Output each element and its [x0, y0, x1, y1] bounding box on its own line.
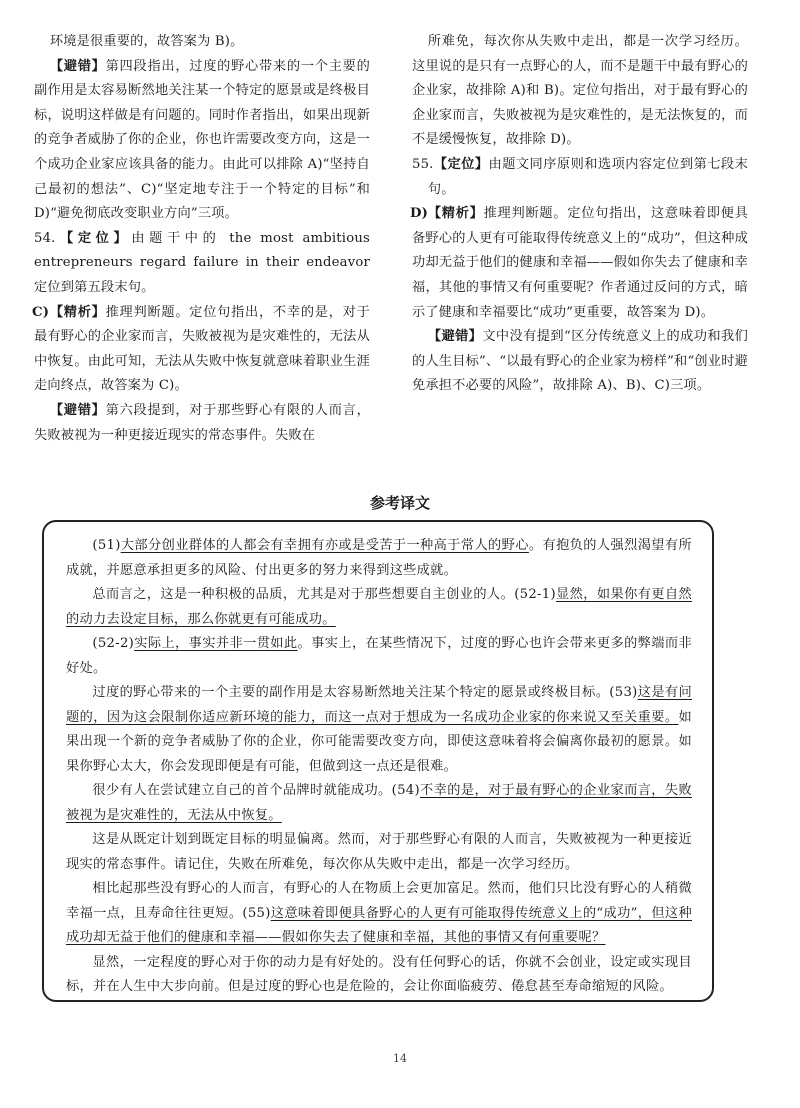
marker-51: (51) [92, 538, 121, 553]
left-column [34, 30, 370, 448]
q55-analysis [412, 202, 748, 325]
translation-para-8: 显然，一定程度的野心对于你的动力是有好处的。没有任何野心的话，你就不会创业，设定或实现目标，并在人生中大步向前。但是过度的野心也是危险的，会让你面临疲劳、倦怠甚至寿命缩短的风险。 [66, 954, 692, 994]
avoid-error-q53 [34, 55, 370, 227]
underlined-sentence-53: 这是有问题的，因为这会限制你适应新环境的能力，而这一点对于想成为一名成功企业家的你来说又至关重要。 [66, 685, 693, 725]
translation-text: 。事实上，在某些情况下，过度的野心也许会带来更多的弊端而非好处。 [66, 636, 692, 676]
translation-text: 。有抱负的人强烈渴望有所成就，并愿意承担更多的风险、付出更多的努力来得到这些成就。 [66, 538, 692, 578]
q55-answer-label: D) [410, 206, 429, 222]
q54-avoid-text: 第六段提到，对于那些野心有限的人而言，失败被视为一种更接近现实的常态事件。失败在 [34, 402, 370, 443]
q55-locate-text: 由题文同序原则和选项内容定位到第七段末句。 [427, 156, 748, 197]
underlined-sentence-51: 大部分创业群体的人都会有幸拥有亦或是受苦于一种高于常人的野心 [120, 538, 529, 553]
q55-avoid-error [412, 325, 748, 399]
underlined-sentence-52-2: 实际上，事实并非一贯如此 [134, 636, 298, 651]
underlined-sentence-52-1: 显然，如果你有更自然的动力去设定目标，那么你就更有可能成功。 [66, 587, 693, 627]
q54-analysis-text: 推理判断题。定位句指出，不幸的是，对于最有野心的企业家而言，失败被视为是灾难性的，无法从中恢复。由此可知，无法从失败中恢复就意味着职业生涯走向终点，故答案为 C)。 [34, 304, 370, 394]
avoid-error-text: 第四段指出，过度的野心带来的一个主要的副作用是太容易断然地关注某一个特定的愿景或是终极目标，说明这样做是有问题的。同时作者指出，如果出现新的竞争者威胁了你的企业，你也许需要改变方向，这是一个成功企业家应该具备的能力。由此可以排除 A)“坚持自己最初的想法”、C)“坚定地专注于一个特定的目标”和 D)“避免彻底改变职业方向”三项。 [34, 58, 370, 222]
q55-locate [412, 153, 748, 202]
underlined-sentence-55: 这意味着即便具备野心的人更有可能取得传统意义上的“成功”，但这种成功却无益于他们的健康和幸福——假如你失去了健康和幸福，其他的事情又有何重要呢？ [66, 905, 692, 945]
translation-text: 过度的野心带来的一个主要的副作用是太容易断然地关注某个特定的愿景或终极目标。(53) [92, 685, 638, 700]
q54-analysis [34, 301, 370, 399]
q54-locate [34, 227, 370, 301]
analysis-tag: 【精析】 [427, 206, 484, 222]
translation-text: 相比起那些没有野心的人而言，有野心的人在物质上会更加富足。然而，他们只比没有野心的人稍微幸福一点，且寿命往往更短。(55) [66, 881, 692, 921]
translation-para-2 [66, 583, 692, 632]
marker-52-2: (52-2) [92, 636, 135, 651]
translation-box [42, 520, 714, 1002]
left-col-para-1: 环境是很重要的，故答案为 B)。 [49, 34, 244, 49]
q55-analysis-text: 推理判断题。定位句指出，这意味着即便具备野心的人更有可能取得传统意义上的“成功”，但这种成功却无益于他们的健康和幸福——假如你失去了健康和幸福，其他的事情又有何重要呢？作者通过反问的方式，暗示了健康和幸福要比“成功”更重要，故答案为 D)。 [412, 206, 748, 320]
translation-para-7 [66, 877, 692, 951]
q54-locate-text: 由题干中的 the most ambitious entrepreneurs regard failure in their endeavor 定位到第五段末句。 [34, 230, 370, 295]
q55-avoid-text: 文中没有提到“区分传统意义上的成功和我们的人生目标”、“以最有野心的企业家为榜样”和“创业时避免承担不必要的风险”，故排除 A)、B)、C)三项。 [412, 329, 748, 394]
translation-text: 总而言之，这是一种积极的品质，尤其是对于那些想要自主创业的人。(52-1) [92, 587, 556, 602]
translation-text: 很少有人在尝试建立自己的首个品牌时就能成功。(54) [92, 783, 420, 798]
underlined-sentence-54: 不幸的是，对于最有野心的企业家而言，失败被视为是灾难性的，无法从中恢复。 [66, 783, 692, 823]
translation-para-1 [66, 534, 692, 583]
avoid-error-tag: 【避错】 [49, 58, 106, 74]
translation-para-4 [66, 681, 692, 779]
analysis-tag: 【精析】 [49, 304, 106, 320]
locate-tag: 【定位】 [433, 156, 489, 172]
q55-number: 55. [412, 156, 434, 172]
right-col-para-1: 所难免，每次你从失败中走出，都是一次学习经历。这里说的是只有一点野心的人，而不是题干中最有野心的企业家，故排除 A)和 B)。定位句指出，对于最有野心的企业家而言，失败被视为是灾难性的，是无法恢复的，而不是缓慢恢复，故排除 D)。 [412, 34, 748, 148]
translation-para-6: 这是从既定计划到既定目标的明显偏离。然而，对于那些野心有限的人而言，失败被视为一种更接近现实的常态事件。请记住，失败在所难免，每次你从失败中走出，都是一次学习经历。 [66, 832, 692, 872]
right-column [412, 30, 748, 399]
q54-answer-label: C) [32, 304, 50, 320]
locate-tag: 【定位】 [55, 230, 132, 246]
avoid-error-tag: 【避错】 [49, 402, 106, 418]
translation-para-3 [66, 632, 692, 681]
q54-number: 54. [34, 230, 56, 246]
page-number: 14 [393, 1052, 407, 1065]
translation-heading: 参考译文 [369, 494, 430, 512]
avoid-error-tag: 【避错】 [427, 329, 483, 345]
translation-text: 如果出现一个新的竞争者威胁了你的企业，你可能需要改变方向，即使这意味着将会偏离你最初的愿景。如果你野心太大，你会发现即便是有可能，但做到这一点还是很难。 [66, 709, 692, 774]
q54-avoid-error [34, 399, 370, 448]
translation-para-5 [66, 779, 692, 828]
